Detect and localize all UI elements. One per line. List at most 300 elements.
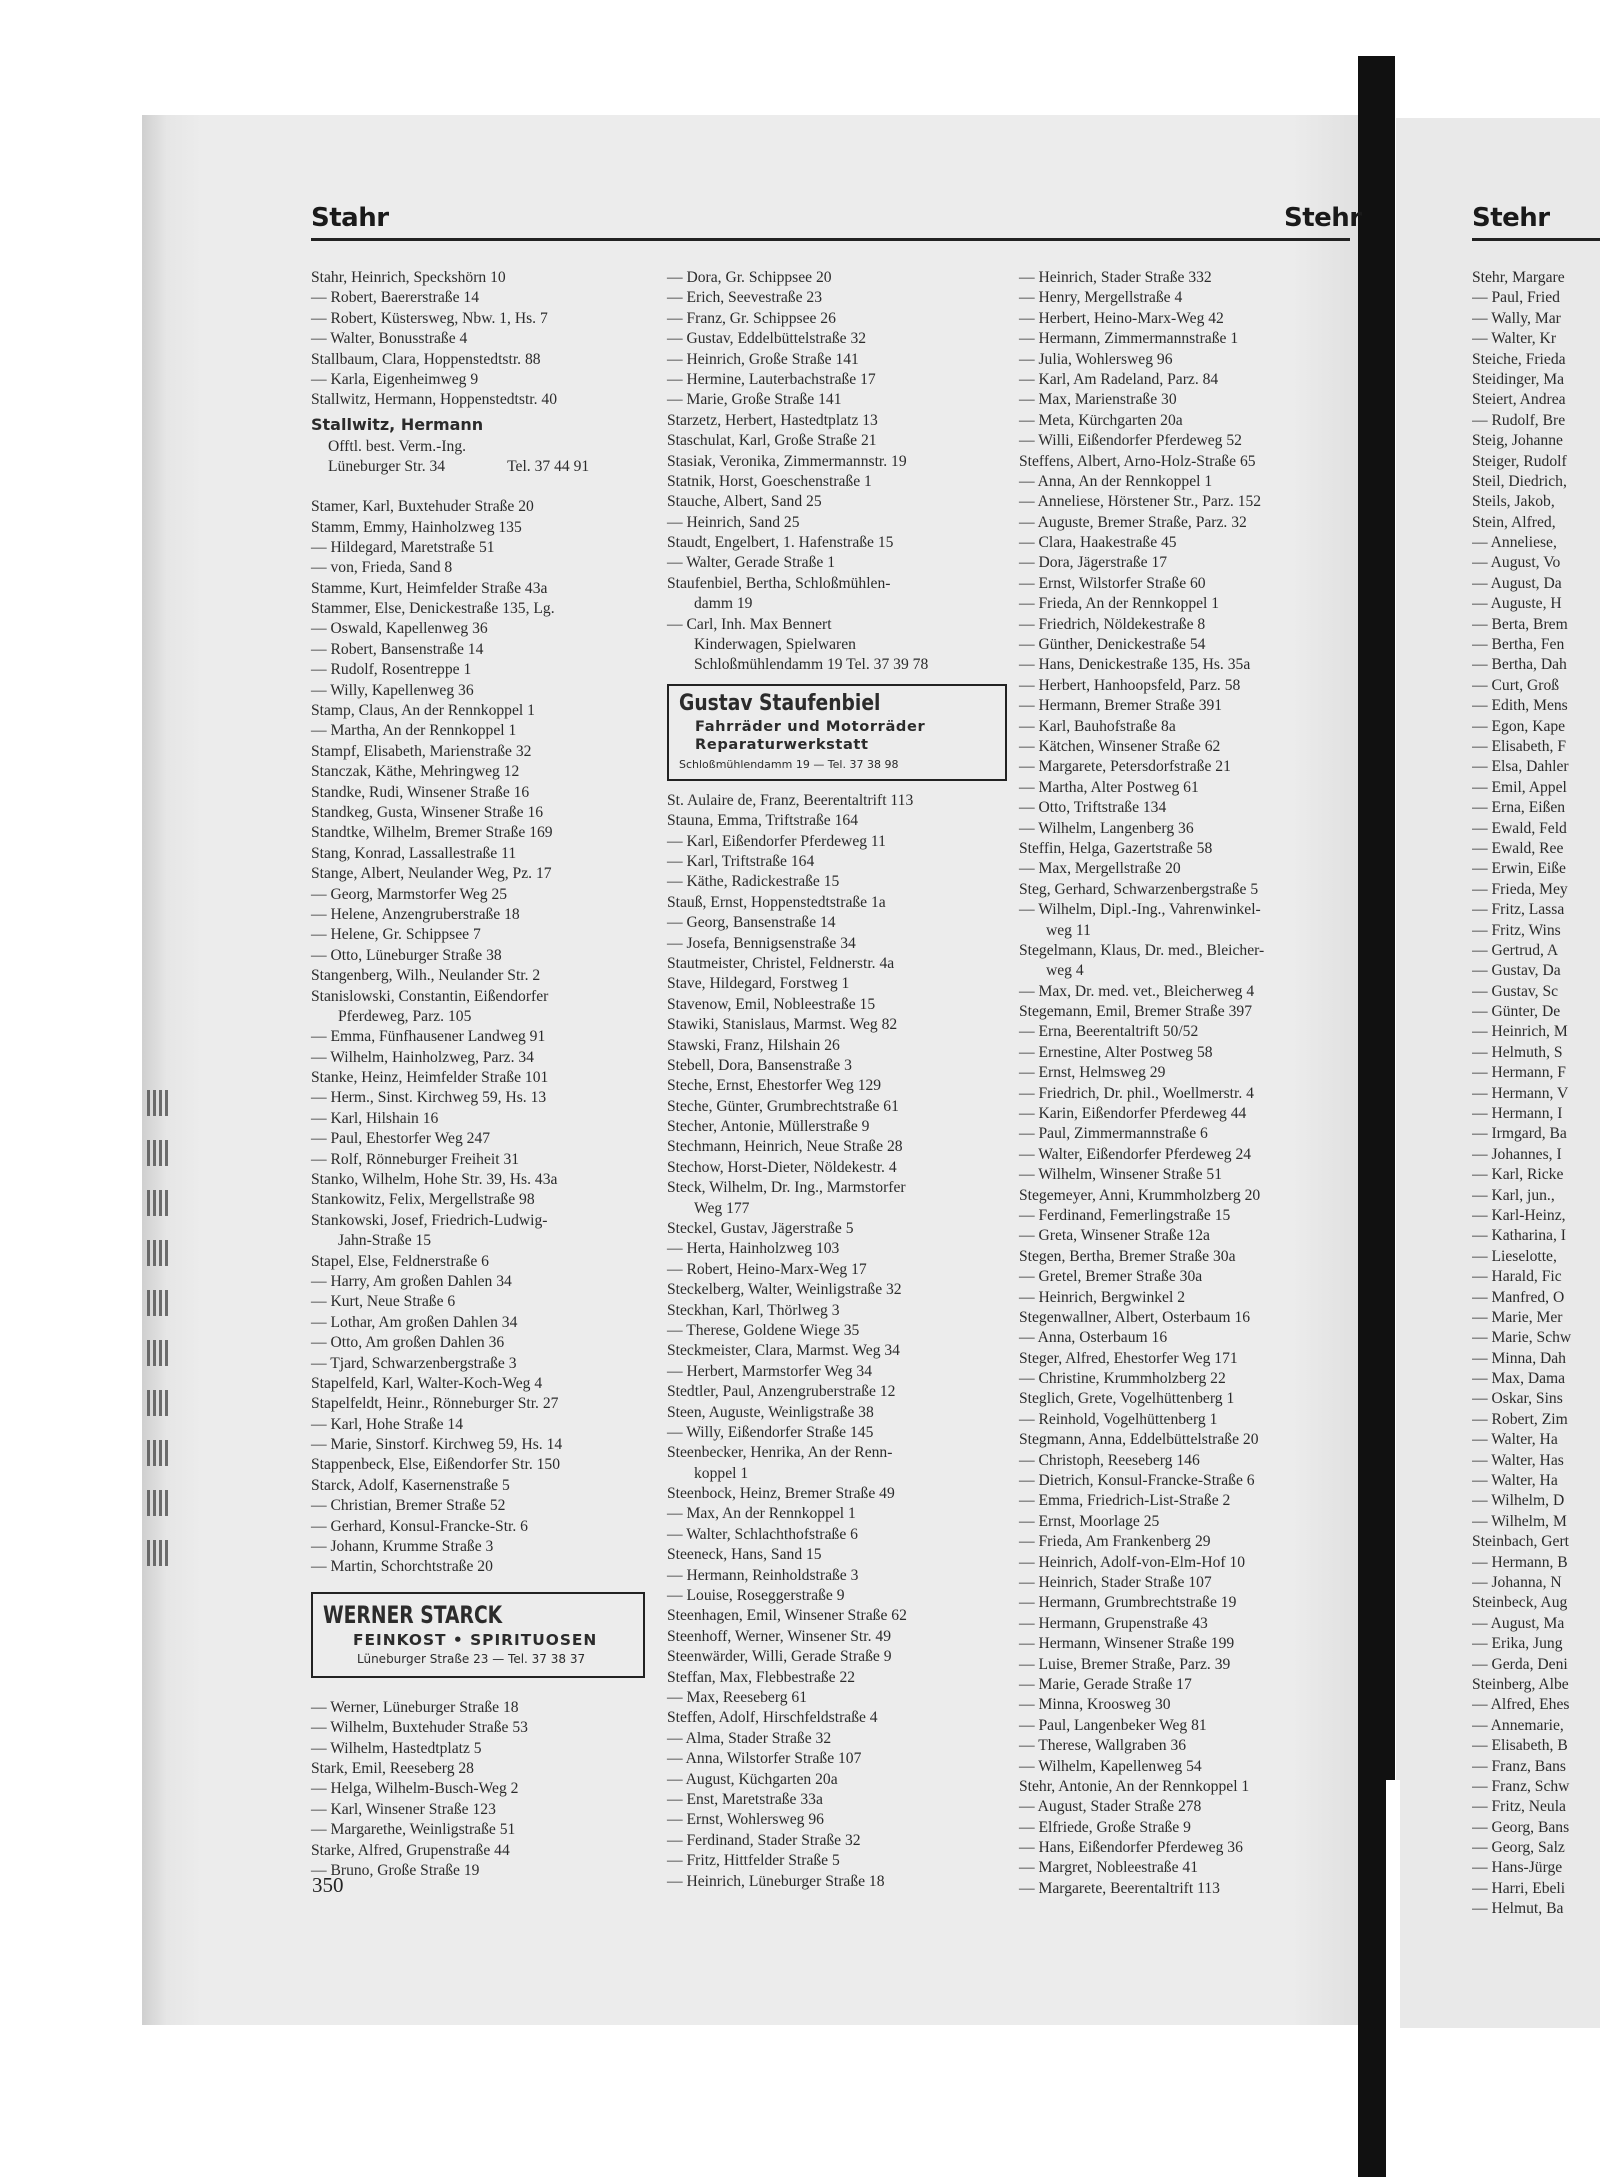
directory-entry: — Max, Reeseberg 61 [667, 1689, 808, 1706]
directory-entry: — Reinhold, Vogelhüttenberg 1 [1019, 1410, 1218, 1428]
directory-entry: Stang, Konrad, Lassallestraße 11 [311, 844, 517, 862]
directory-entry: Steils, Jakob, [1472, 493, 1555, 511]
directory-entry: — Wilhelm, Winsener Straße 51 [1019, 1166, 1223, 1184]
directory-entry: — Marie, Sinstorf. Kirchweg 59, Hs. 14 [311, 1436, 563, 1454]
directory-entry: — Johann, Krumme Straße 3 [311, 1538, 494, 1556]
directory-entry: koppel 1 [694, 1464, 749, 1482]
directory-entry: — Erna, Beerentaltrift 50/52 [1019, 1023, 1199, 1041]
directory-entry: — Max, Mergellstraße 20 [1019, 860, 1181, 878]
directory-entry: — Ewald, Feld [1472, 819, 1567, 837]
directory-entry: — Hans, Denickestraße 135, Hs. 35a [1019, 656, 1251, 674]
directory-entry: — Otto, Lüneburger Straße 38 [311, 946, 502, 964]
directory-entry: Stehr, Antonie, An der Rennkoppel 1 [1019, 1777, 1250, 1795]
directory-entry: — Herbert, Hanhoopsfeld, Parz. 58 [1019, 676, 1241, 694]
directory-entry: — Therese, Goldene Wiege 35 [667, 1321, 860, 1339]
directory-entry: — Kurt, Neue Straße 6 [311, 1293, 456, 1311]
directory-entry: — Henry, Mergellstraße 4 [1019, 289, 1183, 307]
ad-stallwitz-title: Offtl. best. Verm.-Ing. [328, 437, 467, 455]
ad-starck-subtitle: FEINKOST • SPIRITUOSEN [353, 1630, 598, 1649]
directory-entry: Stahr, Heinrich, Speckshörn 10 [311, 269, 506, 286]
directory-entry: — Auguste, H [1472, 595, 1562, 613]
directory-entry: — Carl, Inh. Max Bennert [667, 615, 832, 633]
column-1 [311, 268, 645, 1881]
directory-entry: Stegmann, Anna, Eddelbüttelstraße 20 [1019, 1431, 1259, 1449]
directory-entry: — Lothar, Am großen Dahlen 34 [311, 1313, 518, 1331]
directory-entry: Stebell, Dora, Bansenstraße 3 [667, 1056, 852, 1074]
directory-entry: Standke, Rudi, Winsener Straße 16 [311, 783, 530, 801]
ad-staufenbiel-line1: Fahrräder und Motorräder [695, 717, 926, 735]
header-rule-right [1472, 238, 1600, 241]
entries-block-2a [667, 268, 1007, 676]
directory-entry: Stechow, Horst-Dieter, Nöldekestr. 4 [667, 1158, 897, 1176]
directory-entry: Stanke, Heinz, Heimfelder Straße 101 [311, 1069, 549, 1087]
directory-entry: — Hildegard, Maretstraße 51 [311, 538, 495, 556]
directory-entry: — Herbert, Marmstorfer Weg 34 [667, 1362, 873, 1380]
directory-entry: Steenhagen, Emil, Winsener Straße 62 [667, 1607, 907, 1625]
directory-entry: — Enst, Maretstraße 33a [667, 1790, 823, 1808]
directory-entry: — August, Küchgarten 20a [667, 1770, 838, 1788]
directory-entry: Steiger, Rudolf [1472, 452, 1567, 470]
directory-entry: Stasiak, Veronika, Zimmermannstr. 19 [667, 452, 907, 470]
directory-entry: Starke, Alfred, Grupenstraße 44 [311, 1841, 510, 1859]
directory-entry: — Rolf, Rönneburger Freiheit 31 [311, 1150, 520, 1168]
directory-entry: — Karl, Hohe Straße 14 [311, 1415, 464, 1433]
directory-entry: — Meta, Kürchgarten 20a [1019, 411, 1183, 429]
directory-entry: — Julia, Wohlersweg 96 [1019, 350, 1173, 368]
directory-entry: — Wilhelm, D [1472, 1492, 1565, 1510]
directory-entry: Stawski, Franz, Hilshain 26 [667, 1036, 840, 1054]
directory-entry: — Lieselotte, [1472, 1247, 1557, 1265]
directory-entry: Stampf, Elisabeth, Marienstraße 32 [311, 742, 532, 760]
directory-entry: — Elisabeth, B [1472, 1737, 1568, 1755]
directory-entry: Steche, Ernst, Ehestorfer Weg 129 [667, 1077, 882, 1095]
directory-entry: — Luise, Bremer Straße, Parz. 39 [1019, 1655, 1231, 1673]
directory-entry: Stein, Alfred, [1472, 513, 1556, 531]
running-head-center: Stehr [1284, 203, 1362, 233]
directory-entry: Steinbeck, Aug [1472, 1594, 1568, 1612]
directory-entry: — Hermann, Grumbrechtstraße 19 [1019, 1594, 1237, 1612]
directory-entry: Steffen, Adolf, Hirschfeldstraße 4 [667, 1709, 878, 1727]
directory-entry: — Curt, Groß [1472, 676, 1560, 694]
directory-entry: Stavenow, Emil, Nobleestraße 15 [667, 995, 876, 1013]
directory-entry: — Willy, Eißendorfer Straße 145 [667, 1423, 874, 1441]
directory-entry: Stave, Hildegard, Forstweg 1 [667, 975, 850, 993]
directory-entry: — Robert, Küstersweg, Nbw. 1, Hs. 7 [311, 309, 548, 327]
directory-entry: — Heinrich, M [1472, 1023, 1568, 1041]
directory-entry: — Heinrich, Stader Straße 107 [1019, 1574, 1212, 1591]
directory-entry: — Hermann, F [1472, 1064, 1566, 1082]
directory-entry: Kinderwagen, Spielwaren [694, 636, 856, 654]
ad-staufenbiel-line2: Reparaturwerkstatt [695, 735, 869, 753]
directory-entry: — Karl, Ricke [1472, 1166, 1564, 1184]
spacer [311, 477, 645, 497]
directory-entry: — Bruno, Große Straße 19 [311, 1861, 480, 1879]
directory-entry: — Katharina, I [1472, 1227, 1566, 1245]
directory-entry: — August, Ma [1472, 1614, 1565, 1632]
directory-entry: — Frieda, Mey [1472, 880, 1568, 898]
directory-entry: Schloßmühlendamm 19 Tel. 37 39 78 [694, 656, 929, 674]
directory-entry: — Elsa, Dahler [1472, 758, 1569, 776]
directory-entry: — Egon, Kape [1472, 717, 1566, 735]
directory-entry: Stedtler, Paul, Anzengruberstraße 12 [667, 1383, 896, 1401]
directory-entry: Stapel, Else, Feldnerstraße 6 [311, 1252, 489, 1270]
directory-entry: — Erna, Eißen [1472, 799, 1566, 817]
directory-entry: — Wilhelm, Kapellenweg 54 [1019, 1757, 1202, 1775]
directory-entry: — Ernestine, Alter Postweg 58 [1019, 1043, 1213, 1061]
directory-entry: — Otto, Triftstraße 134 [1019, 799, 1167, 817]
directory-entry: Steenbock, Heinz, Bremer Straße 49 [667, 1485, 895, 1503]
directory-entry: Statnik, Horst, Goeschenstraße 1 [667, 472, 872, 490]
entries-block-2b [667, 791, 1007, 1892]
directory-entry: — Dora, Jägerstraße 17 [1019, 554, 1168, 572]
directory-entry: — Käthe, Radickestraße 15 [667, 873, 840, 891]
directory-entry: — Elfriede, Große Straße 9 [1019, 1818, 1191, 1836]
directory-entry: — Walter, Ha [1472, 1431, 1558, 1449]
directory-entry: — Karl, Hilshain 16 [311, 1109, 439, 1127]
directory-entry: — Karl, jun., [1472, 1186, 1555, 1204]
directory-entry: Starck, Adolf, Kasernenstraße 5 [311, 1476, 510, 1494]
directory-entry: — Werner, Lüneburger Straße 18 [311, 1698, 519, 1716]
directory-entry: — Max, An der Rennkoppel 1 [667, 1505, 856, 1523]
directory-entry: — Anneliese, [1472, 534, 1557, 552]
directory-entry: — Manfred, O [1472, 1288, 1565, 1306]
directory-entry: — Ernst, Wohlersweg 96 [667, 1811, 824, 1829]
directory-entry: — Friedrich, Nöldekestraße 8 [1019, 615, 1206, 633]
ad-stallwitz-contact [311, 457, 645, 477]
directory-entry: — Margret, Nobleestraße 41 [1019, 1859, 1198, 1877]
directory-entry: — Margarete, Beerentaltrift 113 [1019, 1879, 1220, 1897]
directory-entry: — Hermann, Reinholdstraße 3 [667, 1566, 859, 1584]
directory-entry: — Ernst, Wilstorfer Straße 60 [1019, 574, 1206, 592]
directory-entry: — Willy, Kapellenweg 36 [311, 681, 474, 699]
directory-entry: — Hermann, Winsener Straße 199 [1019, 1635, 1235, 1653]
directory-entry: — Wilhelm, Hainholzweg, Parz. 34 [311, 1048, 534, 1066]
entries-block-4 [1472, 268, 1600, 1920]
directory-entry: Stapelfeldt, Heinr., Rönneburger Str. 27 [311, 1395, 559, 1413]
directory-entry: — August, Da [1472, 574, 1562, 592]
directory-entry: — Herbert, Heino-Marx-Weg 42 [1019, 309, 1224, 327]
directory-entry: Stallbaum, Clara, Hoppenstedtstr. 88 [311, 350, 541, 368]
directory-entry: — Wilhelm, Langenberg 36 [1019, 819, 1194, 837]
directory-entry: — Anna, Osterbaum 16 [1019, 1329, 1168, 1347]
directory-entry: — Walter, Has [1472, 1451, 1564, 1469]
directory-entry: Stegelmann, Klaus, Dr. med., Bleicher- [1019, 941, 1265, 959]
directory-entry: — Günther, Denickestraße 54 [1019, 636, 1206, 654]
directory-entry: — Bertha, Dah [1472, 656, 1567, 674]
directory-entry: — Max, Marienstraße 30 [1019, 391, 1177, 409]
directory-entry: — Anna, Wilstorfer Straße 107 [667, 1750, 862, 1768]
directory-entry: Stark, Emil, Reeseberg 28 [311, 1760, 474, 1777]
directory-entry: — Karl, Winsener Straße 123 [311, 1800, 496, 1818]
directory-entry: — Karin, Eißendorfer Pferdeweg 44 [1019, 1105, 1247, 1123]
directory-entry: Stautmeister, Christel, Feldnerstr. 4a [667, 954, 895, 972]
directory-entry: — Franz, Gr. Schippsee 26 [667, 309, 836, 327]
directory-entry: — Helmuth, S [1472, 1043, 1563, 1061]
directory-entry: Steig, Johanne [1472, 432, 1563, 450]
directory-entry: Stechmann, Heinrich, Neue Straße 28 [667, 1138, 903, 1156]
directory-entry: Stallwitz, Hermann, Hoppenstedtstr. 40 [311, 391, 557, 409]
directory-entry: Staschulat, Karl, Große Straße 21 [667, 432, 877, 450]
directory-entry: — Karl, Eißendorfer Pferdeweg 11 [667, 832, 886, 850]
ad-starck-address: Lüneburger Straße 23 — Tel. 37 38 37 [357, 1651, 586, 1666]
directory-entry: Steffan, Max, Flebbestraße 22 [667, 1668, 856, 1686]
directory-entry: Stamme, Kurt, Heimfelder Straße 43a [311, 579, 548, 597]
directory-entry: — von, Frieda, Sand 8 [311, 559, 453, 577]
ad-starck-title: WERNER STARCK [323, 1600, 503, 1629]
directory-entry: — Tjard, Schwarzenbergstraße 3 [311, 1354, 517, 1372]
directory-entry: — Georg, Marmstorfer Weg 25 [311, 885, 508, 903]
ad-gustav-staufenbiel [667, 684, 1007, 781]
directory-entry: Steiert, Andrea [1472, 391, 1566, 409]
directory-entry: Steenbecker, Henrika, An der Renn- [667, 1444, 893, 1462]
directory-entry: — Walter, Schlachthofstraße 6 [667, 1525, 858, 1543]
directory-entry: — Wilhelm, Buxtehuder Straße 53 [311, 1719, 528, 1737]
directory-entry: — Oswald, Kapellenweg 36 [311, 620, 488, 638]
directory-entry: Stauche, Albert, Sand 25 [667, 493, 822, 511]
directory-entry: damm 19 [694, 595, 753, 613]
directory-entry: — Hermann, Bremer Straße 391 [1019, 697, 1223, 715]
directory-entry: Steffens, Albert, Arno-Holz-Straße 65 [1019, 452, 1256, 470]
directory-entry: Weg 177 [694, 1199, 750, 1217]
directory-entry: Steglich, Grete, Vogelhüttenberg 1 [1019, 1390, 1235, 1408]
directory-entry: Steen, Auguste, Weinligstraße 38 [667, 1403, 874, 1421]
directory-entry: Stapelfeld, Karl, Walter-Koch-Weg 4 [311, 1374, 543, 1392]
directory-entry: — Herm., Sinst. Kirchweg 59, Hs. 13 [311, 1089, 547, 1107]
directory-entry: — Robert, Heino-Marx-Weg 17 [667, 1260, 867, 1278]
directory-entry: — Dietrich, Konsul-Francke-Straße 6 [1019, 1472, 1255, 1490]
directory-entry: weg 4 [1046, 962, 1084, 980]
directory-entry: Stankowitz, Felix, Mergellstraße 98 [311, 1191, 535, 1209]
directory-entry: — Helene, Gr. Schippsee 7 [311, 926, 481, 944]
directory-entry: — Marie, Mer [1472, 1308, 1563, 1326]
directory-entry: — Greta, Winsener Straße 12a [1019, 1227, 1210, 1245]
directory-entry: — Harri, Ebeli [1472, 1879, 1566, 1897]
directory-entry: — Fritz, Lassa [1472, 901, 1565, 919]
directory-entry: — Hermine, Lauterbachstraße 17 [667, 370, 876, 388]
directory-entry: weg 11 [1046, 921, 1091, 939]
directory-entry: — Margarete, Petersdorfstraße 21 [1019, 758, 1231, 776]
directory-entry: — Minna, Dah [1472, 1349, 1566, 1367]
directory-entry: — Margarethe, Weinligstraße 51 [311, 1821, 516, 1839]
ad-werner-starck [311, 1592, 645, 1678]
directory-entry: — Wilhelm, M [1472, 1512, 1567, 1530]
directory-entry: Stauß, Ernst, Hoppenstedtstraße 1a [667, 893, 886, 911]
directory-entry: Steck, Wilhelm, Dr. Ing., Marmstorfer [667, 1179, 906, 1197]
directory-entry: — Minna, Kroosweg 30 [1019, 1696, 1171, 1714]
directory-entry: — Emil, Appel [1472, 778, 1567, 796]
entries-block-3 [1019, 268, 1264, 1899]
directory-entry: — Erwin, Eiße [1472, 860, 1566, 878]
page-edge-marks [147, 1090, 169, 1610]
directory-entry: Stankowski, Josef, Friedrich-Ludwig- [311, 1211, 548, 1229]
directory-entry: Steg, Gerhard, Schwarzenbergstraße 5 [1019, 880, 1259, 898]
directory-entry: — Ferdinand, Stader Straße 32 [667, 1831, 861, 1849]
directory-entry: — Fritz, Hittfelder Straße 5 [667, 1852, 840, 1870]
directory-entry: — Hermann, B [1472, 1553, 1568, 1571]
directory-entry: Stanko, Wilhelm, Hohe Str. 39, Hs. 43a [311, 1171, 558, 1189]
directory-entry: — Gertrud, A [1472, 941, 1559, 959]
ad-stallwitz [311, 415, 645, 477]
directory-entry: — Bertha, Fen [1472, 636, 1565, 654]
directory-entry: — Herta, Hainholzweg 103 [667, 1240, 840, 1258]
running-head-left: Stahr [311, 203, 389, 233]
directory-entry: — Walter, Bonusstraße 4 [311, 330, 468, 348]
column-2 [667, 268, 1007, 1892]
directory-entry: — Christine, Krummholzberg 22 [1019, 1370, 1226, 1388]
directory-entry: Steckmeister, Clara, Marmst. Weg 34 [667, 1342, 900, 1360]
directory-entry: Steckhan, Karl, Thörlweg 3 [667, 1301, 840, 1319]
directory-entry: Steenhoff, Werner, Winsener Str. 49 [667, 1627, 891, 1645]
directory-entry: — Wilhelm, Hastedtplatz 5 [311, 1739, 482, 1757]
directory-entry: Standkeg, Gusta, Winsener Straße 16 [311, 803, 544, 821]
ad-stallwitz-address: Lüneburger Str. 34 [328, 457, 446, 475]
directory-entry: — Alma, Stader Straße 32 [667, 1729, 832, 1747]
directory-entry: — Marie, Gerade Straße 17 [1019, 1675, 1192, 1693]
directory-entry: — Hermann, V [1472, 1084, 1569, 1102]
page-number: 350 [312, 1873, 344, 1897]
directory-entry: Stammer, Else, Denickestraße 135, Lg. [311, 600, 555, 618]
ad-staufenbiel-title: Gustav Staufenbiel [679, 690, 881, 716]
directory-entry: — Ewald, Ree [1472, 839, 1564, 857]
directory-entry: Steger, Alfred, Ehestorfer Weg 171 [1019, 1349, 1238, 1367]
directory-entry: — Gustav, Eddelbüttelstraße 32 [667, 330, 867, 348]
directory-entry: — Günter, De [1472, 1003, 1561, 1021]
directory-entry: — Alfred, Ehes [1472, 1696, 1570, 1714]
directory-entry: Stecher, Antonie, Müllerstraße 9 [667, 1118, 870, 1136]
directory-entry: — Heinrich, Adolf-von-Elm-Hof 10 [1019, 1553, 1246, 1571]
directory-entry: — Gretel, Bremer Straße 30a [1019, 1268, 1203, 1286]
directory-entry: — Gerhard, Konsul-Francke-Str. 6 [311, 1517, 528, 1535]
directory-entry: — Frieda, An der Rennkoppel 1 [1019, 595, 1220, 613]
directory-entry: — Therese, Wallgraben 36 [1019, 1737, 1187, 1755]
directory-entry: Stanczak, Käthe, Mehringweg 12 [311, 763, 520, 781]
directory-entry: Stegen, Bertha, Bremer Straße 30a [1019, 1247, 1236, 1265]
directory-entry: — Martha, Alter Postweg 61 [1019, 778, 1199, 796]
directory-entry: — Emma, Friedrich-List-Straße 2 [1019, 1492, 1231, 1510]
directory-entry: — Marie, Große Straße 141 [667, 391, 842, 409]
directory-entry: — Harald, Fic [1472, 1268, 1562, 1286]
directory-entry: — Dora, Gr. Schippsee 20 [667, 269, 832, 286]
directory-entry: — Johanna, N [1472, 1574, 1562, 1591]
directory-entry: — Berta, Brem [1472, 615, 1568, 633]
directory-entry: — August, Vo [1472, 554, 1561, 572]
directory-entry: — Karl, Bauhofstraße 8a [1019, 717, 1176, 735]
directory-entry: — Josefa, Bennigsenstraße 34 [667, 934, 856, 952]
running-head-right: Stehr [1472, 203, 1550, 233]
directory-entry: — Karla, Eigenheimweg 9 [311, 370, 479, 388]
directory-entry: Steeneck, Hans, Sand 15 [667, 1546, 822, 1564]
directory-entry: Stawiki, Stanislaus, Marmst. Weg 82 [667, 1016, 898, 1034]
directory-entry: — Erika, Jung [1472, 1635, 1563, 1653]
directory-entry: Stegemeyer, Anni, Krummholzberg 20 [1019, 1186, 1261, 1204]
directory-entry: Standtke, Wilhelm, Bremer Straße 169 [311, 824, 553, 842]
directory-entry: Stegemann, Emil, Bremer Straße 397 [1019, 1003, 1252, 1021]
directory-entry: — Erich, Seevestraße 23 [667, 289, 823, 307]
directory-entry: — Edith, Mens [1472, 697, 1568, 715]
directory-entry: — Ernst, Moorlage 25 [1019, 1512, 1160, 1530]
directory-entry: Steffin, Helga, Gazertstraße 58 [1019, 839, 1213, 857]
directory-entry: — Rudolf, Rosentreppe 1 [311, 661, 472, 679]
spine-gap [1386, 1780, 1400, 2177]
column-4-cropped [1472, 268, 1600, 1920]
directory-entry: Staudt, Engelbert, 1. Hafenstraße 15 [667, 534, 894, 552]
directory-entry: — Christian, Bremer Straße 52 [311, 1497, 506, 1515]
directory-entry: Steil, Diedrich, [1472, 472, 1567, 490]
ad-stallwitz-name: Stallwitz, Hermann [311, 414, 484, 434]
directory-entry: — Kätchen, Winsener Straße 62 [1019, 737, 1221, 755]
directory-entry: — Max, Dama [1472, 1370, 1566, 1388]
entries-block-1b [311, 497, 645, 1578]
directory-entry: — Robert, Zim [1472, 1410, 1568, 1428]
directory-entry: Steckelberg, Walter, Weinligstraße 32 [667, 1281, 902, 1299]
directory-entry: — Auguste, Bremer Straße, Parz. 32 [1019, 513, 1247, 531]
directory-entry: Stamm, Emmy, Hainholzweg 135 [311, 518, 522, 536]
directory-entry: St. Aulaire de, Franz, Beerentaltrift 113 [667, 791, 914, 809]
column-3 [1019, 268, 1264, 1899]
directory-entry: — Georg, Bans [1472, 1818, 1570, 1836]
directory-entry: — Robert, Baererstraße 14 [311, 289, 480, 307]
directory-entry: — Elisabeth, F [1472, 737, 1566, 755]
directory-entry: Steckel, Gustav, Jägerstraße 5 [667, 1220, 854, 1238]
directory-entry: — Fritz, Neula [1472, 1798, 1566, 1816]
directory-entry: Pferdeweg, Parz. 105 [338, 1007, 472, 1025]
directory-entry: — Paul, Zimmermannstraße 6 [1019, 1125, 1208, 1143]
directory-entry: — Wilhelm, Dipl.-Ing., Vahrenwinkel- [1019, 901, 1261, 919]
directory-entry: Steinbach, Gert [1472, 1533, 1569, 1551]
directory-entry: — Walter, Kr [1472, 330, 1557, 348]
directory-entry: — Ferdinand, Femerlingstraße 15 [1019, 1206, 1231, 1224]
directory-entry: Stegenwallner, Albert, Osterbaum 16 [1019, 1308, 1251, 1326]
ad-staufenbiel-address: Schloßmühlendamm 19 — Tel. 37 38 98 [679, 757, 899, 771]
directory-entry: — Anneliese, Hörstener Str., Parz. 152 [1019, 493, 1262, 511]
directory-entry: — Karl, Triftstraße 164 [667, 852, 815, 870]
directory-entry: Staufenbiel, Bertha, Schloßmühlen- [667, 574, 891, 592]
directory-entry: — Johannes, I [1472, 1145, 1562, 1163]
directory-entry: — Walter, Ha [1472, 1472, 1558, 1490]
directory-entry: — Rudolf, Bre [1472, 411, 1566, 429]
directory-entry: Stauna, Emma, Triftstraße 164 [667, 812, 859, 830]
directory-entry: — Willi, Eißendorfer Pferdeweg 52 [1019, 432, 1242, 450]
directory-entry: — Walter, Eißendorfer Pferdeweg 24 [1019, 1145, 1252, 1163]
directory-entry: — Paul, Langenbeker Weg 81 [1019, 1716, 1207, 1734]
directory-entry: — Gustav, Sc [1472, 982, 1559, 1000]
directory-entry: Stange, Albert, Neulander Weg, Pz. 17 [311, 865, 552, 883]
header-rule-left [311, 238, 1350, 241]
directory-entry: — Max, Dr. med. vet., Bleicherweg 4 [1019, 982, 1255, 1000]
directory-entry: — Martin, Schorchtstraße 20 [311, 1558, 493, 1576]
directory-entry: Stanislowski, Constantin, Eißendorfer [311, 987, 549, 1005]
directory-entry: — Hermann, Zimmermannstraße 1 [1019, 330, 1239, 348]
directory-entry: — Heinrich, Lüneburger Straße 18 [667, 1872, 885, 1890]
directory-entry: Steinberg, Albe [1472, 1675, 1569, 1693]
directory-entry: Steiche, Frieda [1472, 350, 1566, 368]
directory-entry: Starzetz, Herbert, Hastedtplatz 13 [667, 411, 878, 429]
directory-entry: — Heinrich, Große Straße 141 [667, 350, 859, 368]
directory-entry: — Annemarie, [1472, 1716, 1564, 1734]
directory-entry: — Emma, Fünfhausener Landweg 91 [311, 1028, 546, 1046]
directory-entry: — Marie, Schw [1472, 1329, 1572, 1347]
directory-entry: — Paul, Ehestorfer Weg 247 [311, 1130, 491, 1148]
entries-block-1c [311, 1698, 645, 1882]
directory-entry: — Irmgard, Ba [1472, 1125, 1567, 1143]
directory-entry: — Helene, Anzengruberstraße 18 [311, 905, 520, 923]
directory-entry: — Wally, Mar [1472, 309, 1561, 327]
directory-entry: — Heinrich, Sand 25 [667, 513, 800, 531]
directory-entry: — Karl-Heinz, [1472, 1206, 1566, 1224]
directory-entry: — Fritz, Wins [1472, 921, 1561, 939]
directory-entry: — Robert, Bansenstraße 14 [311, 640, 484, 658]
directory-entry: — Helga, Wilhelm-Busch-Weg 2 [311, 1780, 519, 1798]
